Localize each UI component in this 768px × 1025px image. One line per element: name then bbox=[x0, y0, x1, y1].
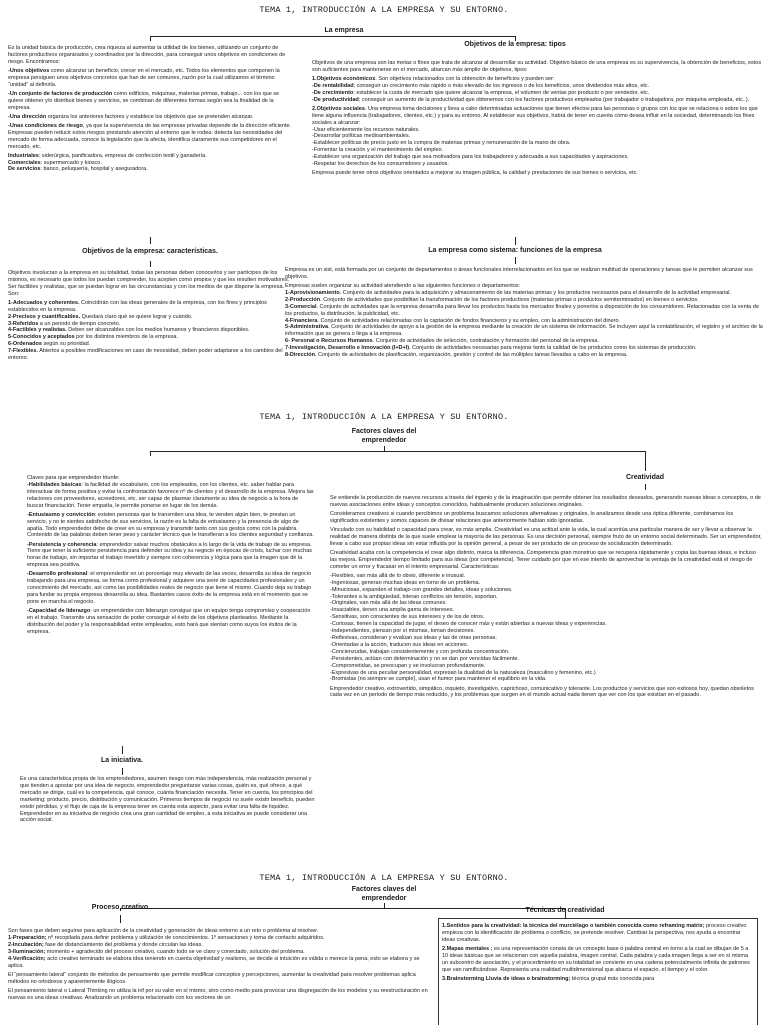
definition: . Conjunto de actividades de planificación, organización, gestión y control de las múltiples tareas llevadas a cabo en la empresa. bbox=[314, 352, 628, 359]
list-item: -Concienzudas, trabajan consistentemente y con profunda concentración. bbox=[330, 648, 510, 655]
list-item: -Respetar los derechos de los consumidores y usuarios. bbox=[312, 161, 449, 168]
definition: : la facilidad de vocabulario, con los empleados, con los clientes, etc. saber hablar para interactuar de forma positiva y evitar la confrontación favorece nº de clientes y el desarrollo de la empresa. Mejora las relaciones con proveedores, acreedores, etc. ser capaz de plasmar claramente su idea de negocio a la hora de buscar financiación. Tener empatía, le permite ponerse en lugar de los demás. bbox=[27, 481, 314, 509]
list-item: -Bromistas (no siempre se cumple), usan el humor para mantener el equilibrio en la vida. bbox=[330, 676, 547, 683]
term: 1.Sentidos para la creatividad: la técnica del murciélago o también conocida como reframing matrix; bbox=[442, 923, 705, 929]
term: 8-Dirección bbox=[285, 352, 315, 359]
term: 1-Preparación; bbox=[8, 934, 47, 941]
list-item: -Ingeniosas, generan muchas ideas en torno de un problema. bbox=[330, 579, 481, 586]
sistema-funciones-block bbox=[285, 267, 763, 397]
term: -De crecimiento bbox=[312, 89, 354, 96]
root-node-la-empresa: La empresa bbox=[324, 27, 364, 34]
tree-connector bbox=[150, 261, 151, 267]
list-item: -Independientes, piensan por sí mismas, toman decisiones. bbox=[330, 628, 475, 635]
definition: . Conjunto de actividades para la adquisición y almacenamiento de las materias primas y los productos necesarios para el desarrollo de la actividad empresarial. bbox=[339, 289, 732, 296]
list-item: -Usar eficientemente los recursos naturales. bbox=[312, 126, 420, 133]
paragraph: El “pensamiento lateral” conjunto de métodos de pensamiento que permite modificar conceptos y percepciones, aumentar la creatividad para resolver problemas aplica métodos no ortodoxos y aparentemente ilógicos. bbox=[8, 971, 416, 985]
term: De servicios bbox=[8, 166, 41, 173]
term: 2.Objetivos sociales bbox=[312, 105, 365, 112]
term: 6-Ordenados bbox=[8, 341, 42, 348]
definition: nº recopilada para definir problema y utilización de conocimientos. 1º sensaciones y toma de contacto adquiridos. bbox=[46, 934, 325, 941]
list-item: -Fomentar la creación y el mantenimiento del empleo. bbox=[312, 147, 444, 154]
definition: ; conseguir un crecimiento más rápido o más elevado de los ingresos o de los beneficios, unos dividendos más altos, etc. bbox=[353, 82, 650, 89]
tree-connector bbox=[122, 746, 123, 754]
term: -Unas condiciones de riesgo bbox=[8, 122, 83, 129]
term: -Habilidades básicas bbox=[27, 481, 82, 488]
paragraph: El pensamiento lateral o Lateral Thinking no utiliza la inf por su valor en sí mismo, sino como medio para provocar una disgregación de los modelos y su reestructuración en nuevas es una ideas creativas. Analizando un problema relacionado con los vectores de un bbox=[8, 987, 428, 1001]
tree-connector bbox=[122, 768, 123, 775]
definition: . Una empresa toma decisiones y lleva a cabo determinadas actuaciones que tienen efectos para las personas o grupos con los que se relaciona o sobre los que tiene alguna influencia (trabajadores, clientes, etc.) y para su entorno. Al establecer sus objetivos, habrá de tener en cuenta cómo desea influir en la sociedad, determinando los fines sociales a alcanzar: bbox=[312, 105, 758, 126]
definition: ; conseguir un aumento de la productividad que obtenemos con los factores productivos empleados (por trabajador o trabajadora, por máquina empleada, etc..). bbox=[358, 96, 750, 103]
list-item: -Minuciosas, expanden el trabajo con grandes detalles, ideas y soluciones. bbox=[330, 586, 513, 593]
caracteristicas-block bbox=[8, 270, 293, 390]
paragraph: Consideramos creativos si cuando percibimos un problema buscamos soluciones alternativas y originales, lo analizamos desde una óptica diferente, combinamos los significados existentes y somos capaces de divisar relaciones que anteriormente habían sido ignoradas. bbox=[330, 511, 734, 524]
definition: momento + agradecido del proceso creativo, cuando todo se ve claro y conectado, solución del problema. bbox=[45, 948, 305, 955]
list-item: -Expresivas de una peculiar personalidad, expresan la dualidad de la naturaleza (masculino y femenino, etc.) bbox=[330, 669, 596, 676]
term: 3-Comercial bbox=[285, 303, 317, 310]
iniciativa-text: Es una característica propia de los emprendedores, asumen riesgo con más independencia, más realización personal y que tienden a apostar por una idea de negocio, emprendedor preguntarse varias cosas, quién es, qué ofrece, a qué mercado se dirige, cuál es la competencia, qué conoce, cuánta financiación necesita. Tener en cuenta, los principios del marketing: producto, precio, distribución y comunicación. Primeros tiempos de negocio no suele existir beneficio, pueden existir pérdidas, y el flujo de caja de la empresa tener en cuenta esta aspecto, para evitar una falta de liquidez. Emprendedor en su iniciativa de negocio crea una gran cantidad de empleo, a esta iniciativa se puede considerar una acción social. bbox=[20, 776, 315, 824]
claves-intro: Claves para que emprendedor triunfe: bbox=[27, 475, 120, 481]
heading-creatividad: Creatividad bbox=[625, 474, 665, 481]
term: 7-Flexibles. bbox=[8, 348, 38, 355]
definition: ; establecer la cuota de mercado que quiere alcanzar la empresa, el volumen de ventas por producto o por vendedor, etc. bbox=[353, 89, 650, 96]
definition: como alcanzar un beneficio, crecer en el mercado, etc. Todos los elementos que componen la empresa persiguen unos objetivos concretos que han de ser comunes, razón por la cual utilizamos el término “unidad” al definirla. bbox=[8, 67, 280, 88]
term: -De productividad bbox=[312, 96, 359, 103]
list-item: -Originales, van más allá de las ideas comunes. bbox=[330, 600, 447, 607]
term: 3.Brainstorming Lluvia de ideas o brainstorming; bbox=[442, 975, 571, 982]
objetivos-tipos-block bbox=[312, 60, 762, 236]
list-item: -Establecer políticas de precio justo en la compra de materias primas y remuneración de la mano de obra. bbox=[312, 140, 571, 147]
term: -Capacidad de liderazgo bbox=[27, 608, 91, 615]
objetivos-outro: Empresa puede tener otros objetivos orientados a mejorar su imagen pública, la calidad y prestaciones de sus bienes o servicios, etc. bbox=[312, 170, 638, 177]
definition: por los distintos miembros de la empresa. bbox=[74, 334, 178, 341]
list-item: -Curiosas, tienen la capacidad de jugar, el deseo de conocer más y están abiertas a nuevas ideas y experiencias. bbox=[330, 621, 607, 628]
iniciativa-block bbox=[20, 776, 316, 856]
definition: : un emprendedor con liderazgo consigue que un equipo tenga compromiso y cooperación en el trabajo. Transmite una sensación de poder conseguir el éxito de los objetivos planteados. Mediante la distribución del poder y la responsabilidad entre empleados, esto hará que sientan como suyos los éxitos de la empresa. bbox=[27, 608, 311, 635]
list-item: -Flexibles, van más allá de lo obvio, diferente e inusual. bbox=[330, 572, 466, 579]
definition: a un periodo de tiempo concreto. bbox=[38, 320, 121, 327]
term: 4-Factibles y realistas. bbox=[8, 327, 67, 334]
tree-connector bbox=[150, 237, 151, 244]
root-node-factores-claves: Factores claves del emprendedor bbox=[351, 428, 417, 444]
list-item: -Tolerantes a la ambigüedad, toleran conflictos sin tensión, soportan. bbox=[330, 593, 498, 600]
term: 4-Financiera bbox=[285, 317, 318, 324]
definition: . Conjunto de actividades de selección, contratación y formación del personal de la empresa. bbox=[372, 338, 599, 345]
term: 1.Objetivos económicos bbox=[312, 76, 376, 82]
heading-iniciativa: La iniciativa. bbox=[100, 757, 144, 764]
definition: acto creativo terminado se elabora idea teniendo en cuenta objetividad y realismo, se decide si intuición es válida o merece la pena, esto se elabora y se aplica. bbox=[8, 955, 420, 969]
definition: : siderúrgica, panificadora, empresa de confección textil y ganadería. bbox=[38, 152, 207, 159]
term: -Persistencia y coherencia bbox=[27, 541, 97, 548]
list-item: -Reflexivas, consideran y evalúan sus ideas y las de otras personas. bbox=[330, 634, 497, 641]
definition: . Conjunto de actividades que la empresa desarrolla para llevar los productos hasta los mercados finales y ponerlos a disposición de los consumidores. Relacionadas con la venta de los productos, la distribución, la publicidad, etc. bbox=[285, 303, 759, 317]
page-title: TEMA 1, INTRODUCCIÓN A LA EMPRESA Y SU ENTORNO. bbox=[259, 5, 509, 15]
definition: fase de distanciamiento del problema y donde circulan las ideas. bbox=[43, 941, 203, 948]
term: 6- Personal o Recursos Humanos bbox=[285, 338, 373, 345]
term: 2-Producción bbox=[285, 296, 321, 303]
tree-connector bbox=[645, 484, 646, 490]
term: 7-Investigación, Desarrollo e Innovación (I+D+I) bbox=[285, 345, 410, 352]
heading-tecnicas: Técnicas de creatividad bbox=[525, 907, 605, 914]
term: 5-Conocidos y aceptados bbox=[8, 334, 75, 341]
definition: Coincidirán con las ideas generales de la empresa, con los fines y principios establecidos en la empresa. bbox=[8, 299, 267, 313]
list-item: -Desarrollar políticas medioambientales. bbox=[312, 133, 411, 140]
term: 1-Aprovisionamiento bbox=[285, 289, 340, 296]
definition: Deben ser alcanzables con los medios humanos y financieros disponibles. bbox=[66, 327, 250, 334]
objetivos-intro: Objetivos de una empresa son las metas o fines que trata de alcanzar al desarrollar su actividad. Objetivo básico de una empresa es su supervivencia, la obtención de beneficios, estos son suficientes para mantenerse en el mercado, abarcan más amplio de objetivos, tipos: bbox=[312, 60, 762, 73]
term: -Unos objetivos bbox=[8, 67, 50, 74]
heading-objetivos-tipos: Objetivos de la empresa: tipos bbox=[464, 41, 566, 48]
term: -De rentabilidad bbox=[312, 82, 354, 89]
root-node-factores-claves-2: Factores claves del emprendedor bbox=[351, 886, 417, 902]
definition: organiza los anteriores factores y establece los objetivos que se pretenden alcanzar. bbox=[46, 113, 254, 120]
list-item: -Establecer una organización del trabajo que sea motivadora para los trabajadores y adecuada a sus capacidades y aspiraciones. bbox=[312, 154, 629, 161]
paragraph: Creatividad acaba con la competencia el crear algo distinto, marca la diferencia. Competencia gran monstruo que se recupera rápidamente y copia las buenas ideas, e incluso las mejora. Emprendedor tiempo limitado para sus ideas (por competencia). Tener cuidado por que en ese intento de aprovechar la ventaja de la creatividad está el riesgo de cometer un error y fracasar en el intento empresarial. Características: bbox=[330, 549, 756, 570]
list-item: -Orientadas a la acción, traducen sus ideas en acciones. bbox=[330, 641, 469, 648]
proceso-creativo-block bbox=[8, 928, 428, 1024]
definition: , ya que la supervivencia de las empresas privadas depende de la dirección eficiente. Empresas pueden reducir estos riesgos prestando atención al entorno que le rodea: detecta las necesidades del mercado de forma adecuada, conoce la legislación que la afecta, identifica claramente sus competidores en el mercado, etc. bbox=[8, 122, 292, 150]
term: 3-Referidos bbox=[8, 320, 39, 327]
term: 1-Adecuados y coherentes. bbox=[8, 299, 80, 306]
tree-connector bbox=[150, 451, 151, 456]
definition: Quedará claro qué se quiere lograr y cuándo. bbox=[80, 313, 193, 320]
term: -Una dirección bbox=[8, 113, 47, 120]
empresa-intro: Es la unidad básica de producción, crea riqueza al aumentar la utilidad de los bienes, utilizando un conjunto de factores productivos organizados y coordinados por la dirección, para conseguir unos objetivos en condiciones de riesgo. Encontramos: bbox=[8, 45, 286, 65]
list-item: -Comprometidas, se preocupan y se involucran profundamente. bbox=[330, 662, 486, 669]
term: 5-Administrativa bbox=[285, 324, 329, 331]
paragraph: Vinculado con su habilidad o capacidad para crear, es más amplia. Creatividad es una actitud ante la vida, la cual acentúa una particular manera de ser y llevar a observar la realidad de manera distinta de la que suele emplear la mayoría de las personas. Es una decisión personal, siempre fruto de un entorno social determinado. Ser un emprendedor, llevar a cabo sus propias ideas sin estar influida por la opinión general, a pesar de ser producto de un proceso de socialización determinado. bbox=[330, 527, 762, 547]
term: -Un conjunto de factores de producción bbox=[8, 90, 113, 97]
tree-connector bbox=[150, 451, 645, 452]
list-item: -Sensitivas, son conscientes de sus intereses y de los de otros. bbox=[330, 614, 485, 621]
heading-sistema-funciones: La empresa como sistema: funciones de la empresa bbox=[428, 247, 602, 254]
term: 2.Mapas mentales ; bbox=[442, 945, 493, 952]
term: Industriales bbox=[8, 152, 39, 159]
list-item: -Persistentes, actúan con determinación y no se dan por vencidas fácilmente. bbox=[330, 655, 519, 662]
empresa-definition-block bbox=[8, 45, 293, 233]
term: Comerciales bbox=[8, 159, 41, 166]
heading-caracteristicas: Objetivos de la empresa: características. bbox=[82, 248, 218, 255]
definition: : banco, peluquería, hospital y aseguradora. bbox=[40, 166, 148, 173]
definition: es una representación consta de un concepto base o palabra central en torno a la cual se dibujan de 5 a 10 ideas básicas que se relacionan con aquella palabra, imagen central. Cada palabra y cada imagen llega a ser en sí misma un subcentro de asociación, y el procedimiento en su totalidad se convierte en una cadena potencialmente infinita de patrones que van ramificándose. Representa una realidad multidimensional que abarca el espacio, el tiempo y el color. bbox=[442, 945, 750, 973]
tree-connector bbox=[515, 257, 516, 264]
proceso-intro: Son fases que deben seguirse para aplicación de la creatividad y generación de ideas entorno a un reto o problema al resolver. bbox=[8, 928, 319, 934]
term: 2-Precisos y cuantificables. bbox=[8, 313, 81, 320]
sistema-intro-2: Empresas suelen organizar su actividad atendiendo a las siguientes funciones o departamentos: bbox=[285, 283, 521, 289]
tree-connector bbox=[384, 446, 385, 451]
term: 4-Verificación; bbox=[8, 955, 46, 962]
definition: : supermercado y kiosco. bbox=[40, 159, 102, 166]
definition: . Conjunto de actividades de apoyo a la gestión de la empresa mediante la creación de un sistema de información. Se incluyen aquí la contabilización, el registro y el archivo de la información que se genera o llega a la empresa. bbox=[285, 324, 763, 338]
term: 3-Iluminación; bbox=[8, 948, 46, 955]
definition: . Conjunto de actividades relacionadas con la captación de fondos financieros y su empleo, con la administración del dinero. bbox=[317, 317, 621, 324]
page-title-2: TEMA 1, INTRODUCCIÓN A LA EMPRESA Y SU ENTORNO. bbox=[259, 412, 509, 422]
sistema-intro: Empresa es un sist, está formada por un conjunto de departamentos o áreas funcionales interrelacionados en los que se realizan multitud de operaciones y tareas que le permiten alcanzar sus objetivos. bbox=[285, 267, 753, 280]
definition: . Conjunto de actividades necesarias para mejorar tanto la calidad de los productos como los sistemas de producción. bbox=[409, 345, 697, 352]
tree-connector bbox=[645, 451, 646, 471]
definition: Abiertos a posibles modificaciones en caso de necesidad, deben poder adaptarse a los cambios del entorno. bbox=[8, 348, 283, 362]
tree-connector bbox=[515, 237, 516, 245]
definition: como edificios, máquinas, materias primas, trabajo... con los que se quiere obtener y/o distribuir bienes y servicios, se combinan de diferentes formas según sea la finalidad de la empresa. bbox=[8, 90, 280, 111]
tree-connector bbox=[150, 36, 515, 37]
term: -Desarrollo profesional bbox=[27, 571, 88, 578]
definition: : el emprendedor en un porcentaje muy elevado de las veces, desarrolla su idea de negocio trabajando para una empresa, se forma como profesional y adquiere una serie de capacidades profesionales y un conocimiento del mercado, así como las posibilidades reales de negocio que tiene el mismo. Cuando deja su trabajo para fundar su propia empresa desarrolla su idea. Bastantes casos éxito de la empresa está en el momento que se pone en marcha el negocio. bbox=[27, 571, 312, 605]
list-item: -Insaciables, tienen una amplia gama de intereses. bbox=[330, 607, 455, 614]
definition: : emprendedor salvar muchos obstáculos a lo largo de la vida de trabajo de su empresa. Tiene que tener la suficiente persistencia para defender su idea y su negocio en épocas de crisis, luchar con muchas horas de trabajo, sin importar el trabajo invertido y siempre con coherencia y lógica para que la imagen que dé la empresa sea positiva. bbox=[27, 541, 313, 569]
paragraph: Se entiende la producción de nuevos recursos a través del ingenio y de la imaginación que permite obtener los resultados deseados, generando nuevas ideas o conceptos, o de nuevas asociaciones entre ideas y conceptos conocidos, habitualmente producen soluciones originales. bbox=[330, 495, 761, 508]
creatividad-outro: Emprendedor creativo, extrovertido, simpático, inquieto, investigativo, caprichoso, comunicativo y tolerante. Los productos y servicios que son exitosos hoy, quedan obsoletos cada vez en un periodo de tiempo más reducido, y los problemas que surgen en el mundo actual nada tienen que ver con los que existían en el pasado. bbox=[330, 685, 754, 699]
claves-emprendedor-block bbox=[27, 475, 315, 755]
heading-proceso-creativo: Proceso creativo bbox=[91, 904, 149, 911]
caracteristicas-intro: Objetivos involucran a la empresa en su totalidad, todas las personas deben conocerlos y ser partícipes de los mismos, es necesario que todos los puedan comprender, los acepten como propios y que les resulten motivadores. Ser factibles y realistas, que se puedan lograr en las circunstancias y con los medios de que dispone la empresa. Son: bbox=[8, 270, 290, 297]
page-title-3: TEMA 1, INTRODUCCIÓN A LA EMPRESA Y SU ENTORNO. bbox=[259, 873, 509, 883]
definition: proceso creativo empieza con la identificación de problema o conflicto, se pretende resolver. Cambiar la perspectiva, nos ayuda a encontrar ideas creativas. bbox=[442, 923, 747, 943]
tree-connector bbox=[120, 915, 121, 923]
definition: según su prioridad. bbox=[41, 341, 91, 348]
tecnicas-block bbox=[442, 923, 754, 1024]
definition: técnica grupal más conocida para bbox=[570, 975, 655, 982]
tree-connector bbox=[150, 36, 151, 41]
definition: : existen personas que te transmiten una idea, te venden algún bien, te prestan un servicio, y no te sientes satisfecho de sus servicios, la razón es la falta de entusiasmo y la presencia de algo de apatía. Todo emprendedor debe de creer en su empresa y transmitir tanto con sus gestos como con la palabra. Contenido de las palabras deben tener peso y carácter técnico que le transfieran a los clientes seguridad y confianza. bbox=[27, 511, 314, 539]
term: -Entusiasmo y convicción bbox=[27, 511, 95, 518]
definition: . Son objetivos relacionados con la obtención de beneficios y pueden ser: bbox=[375, 76, 555, 82]
creatividad-block bbox=[330, 495, 762, 865]
term: 2-Incubación; bbox=[8, 941, 44, 948]
definition: . Conjunto de actividades que posibilitan la transformación de los factores productivos (materias primas o productos semiterminados) en bienes o servicios. bbox=[320, 296, 699, 303]
